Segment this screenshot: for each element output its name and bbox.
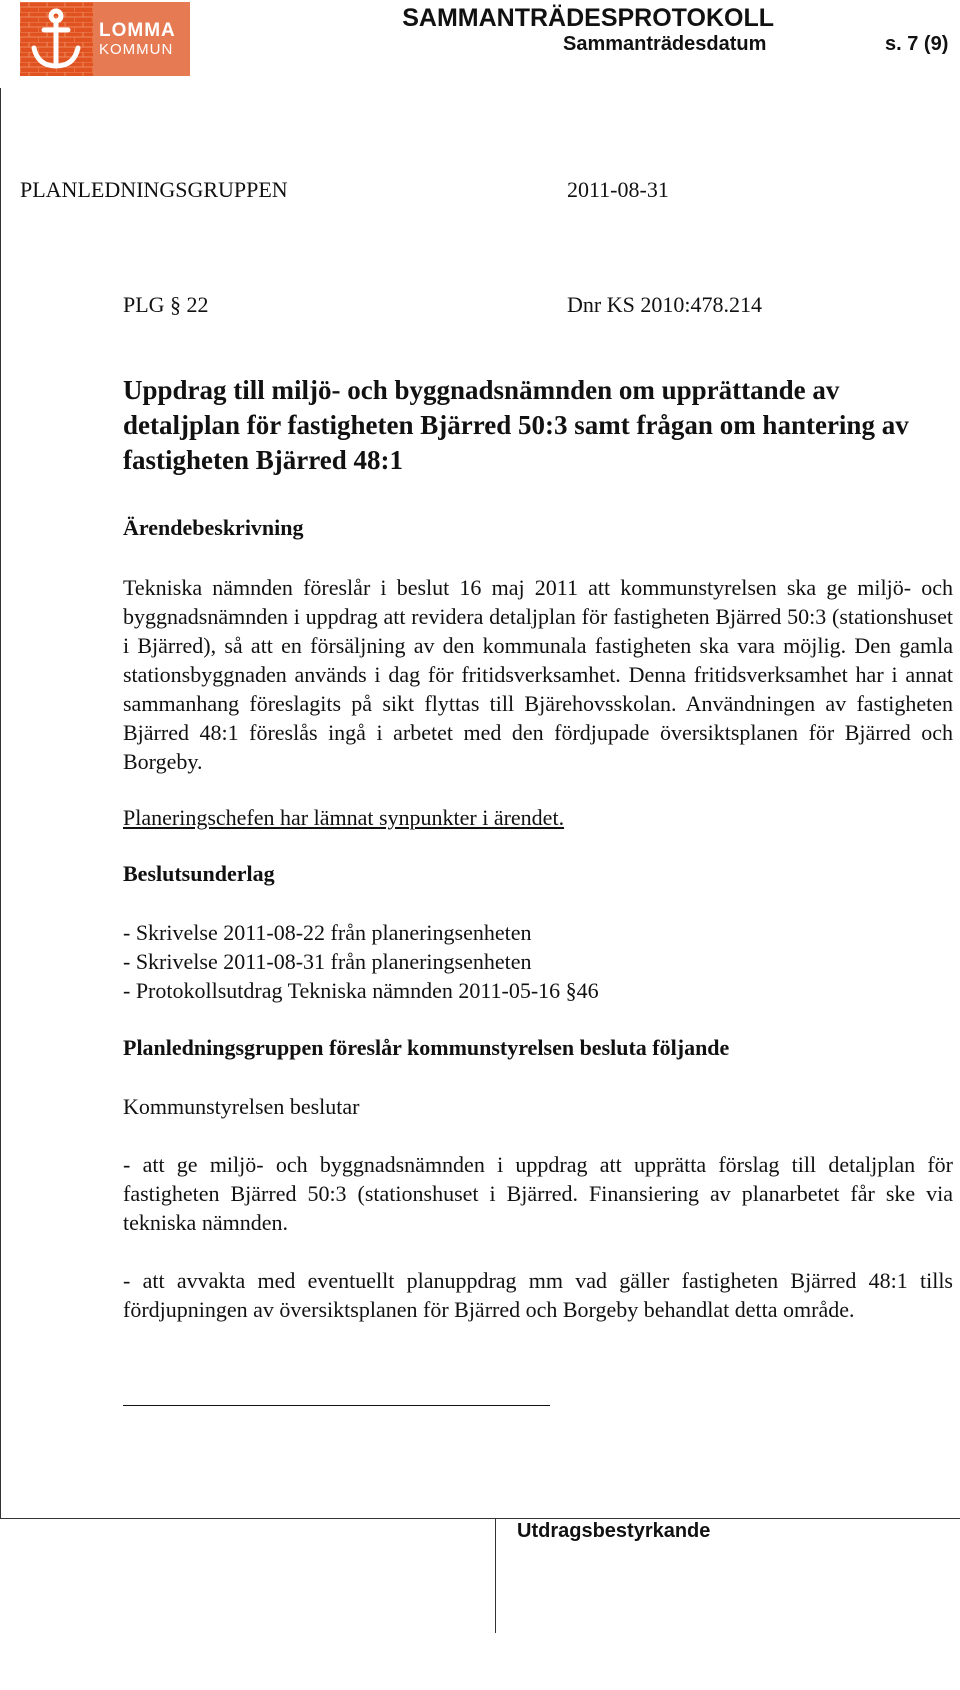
document-list	[123, 918, 953, 1005]
anchor-icon	[20, 2, 93, 76]
extract-certification-label: Utdragsbestyrkande	[517, 1520, 711, 1542]
lomma-kommun-logo	[20, 2, 190, 76]
footer-column-divider	[495, 1518, 496, 1633]
committee-name: PLANLEDNINGSGRUPPEN	[20, 177, 288, 202]
meeting-date-label: Sammanträdesdatum	[563, 33, 767, 55]
logo-line-2: KOMMUN	[99, 41, 174, 58]
decision-text: - att ge miljö- och byggnadsnämnden i uppdrag att upprätta förslag till detaljplan för fastigheten Bjärred 50:3 (stationshuset i Bjärred. Finansiering av planarbetet får ske via tekniska nämnden.	[123, 1152, 953, 1235]
section-title-beslutsunderlag: Beslutsunderlag	[123, 861, 275, 886]
decision-item-2	[123, 1266, 953, 1324]
decision-item-1	[123, 1150, 953, 1237]
note-block	[123, 803, 953, 832]
decision-intro: Kommunstyrelsen beslutar	[123, 1094, 360, 1119]
case-heading: Uppdrag till miljö- och byggnadsnämnden om upprättande av detaljplan för fastigheten Bjärred 50:3 samt frågan om hantering av fastigheten Bjärred 48:1	[123, 375, 909, 475]
decision-intro-block	[123, 1092, 953, 1121]
logo-wordmark	[93, 2, 190, 76]
case-description-text: Tekniska nämnden föreslår i beslut 16 maj 2011 att kommunstyrelsen ska ge miljö- och byggnadsnämnden i uppdrag att revidera detaljplan för fastigheten Bjärred 50:3 (stationshuset i Bjärred), så att en försäljning av den kommunala fastigheten ska vara möjlig. Den gamla stationsbyggnaden används i dag för fritidsverksamhet. Denna fritidsverksamhet har i annat sammanhang föreslagits på sikt flyttas till Bjärehovsskolan. Användningen av fastigheten Bjärred 48:1 föreslås ingå i arbetet med den fördjupade översiktsplanen för Bjärred och Borgeby.	[123, 575, 953, 774]
case-description	[123, 573, 953, 776]
paragraph-number: PLG § 22	[123, 292, 209, 317]
left-border	[0, 88, 1, 1518]
case-number: Dnr KS 2010:478.214	[567, 292, 762, 317]
page-number: s. 7 (9)	[885, 33, 949, 55]
meeting-date: 2011-08-31	[567, 177, 669, 202]
document-title: SAMMANTRÄDESPROTOKOLL	[402, 4, 774, 32]
logo-line-1: LOMMA	[99, 20, 176, 41]
planning-note: Planeringschefen har lämnat synpunkter i ärendet.	[123, 805, 565, 830]
section-title-proposal: Planledningsgruppen föreslår kommunstyrelsen besluta följande	[123, 1035, 730, 1060]
list-item: - Skrivelse 2011-08-22 från planeringsenheten	[123, 920, 532, 945]
footer-divider	[0, 1518, 960, 1519]
signature-line	[123, 1405, 550, 1406]
decision-text: - att avvakta med eventuellt planuppdrag mm vad gäller fastigheten Bjärred 48:1 tills fördjupningen av översiktsplanen för Bjärred och Borgeby behandlat detta område.	[123, 1268, 953, 1322]
list-item: - Protokollsutdrag Tekniska nämnden 2011-05-16 §46	[123, 978, 599, 1003]
list-item: - Skrivelse 2011-08-31 från planeringsenheten	[123, 949, 532, 974]
section-title-arende: Ärendebeskrivning	[123, 515, 304, 540]
